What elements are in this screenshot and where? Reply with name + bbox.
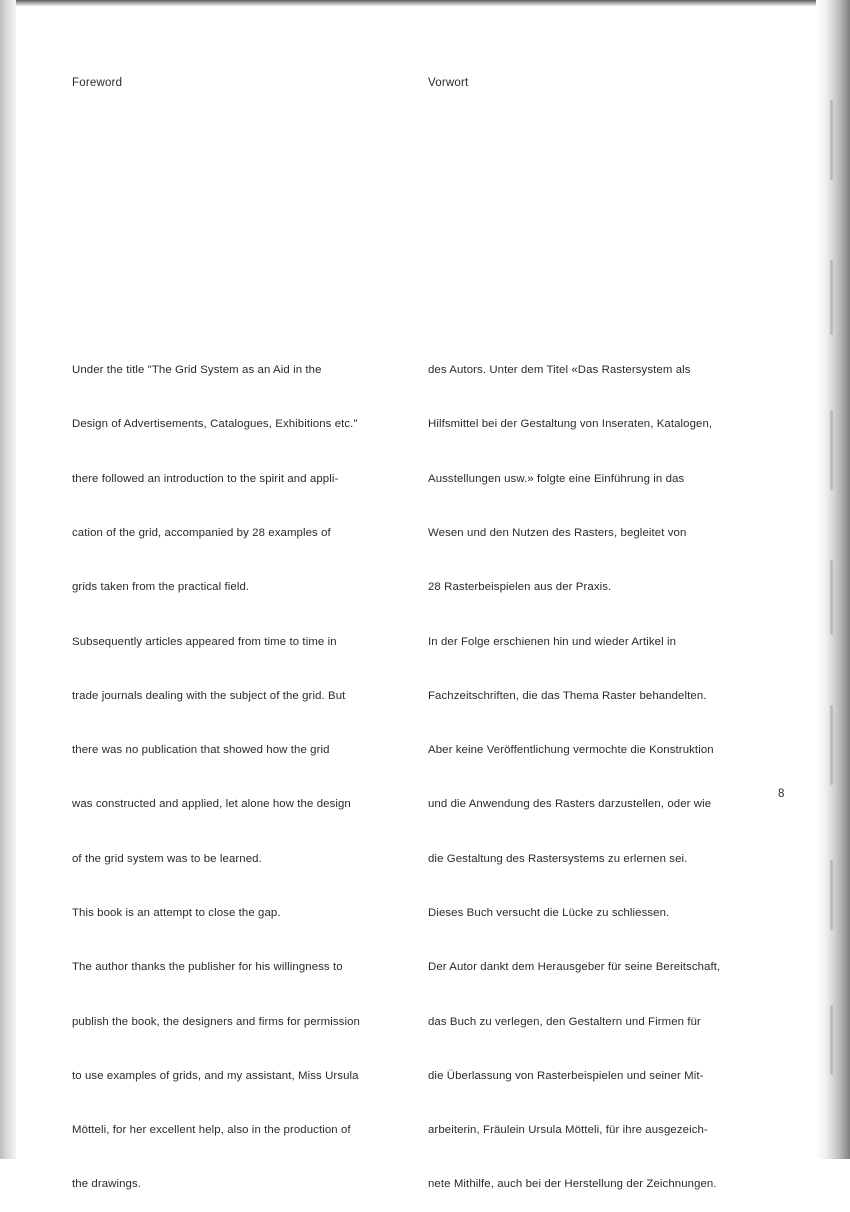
scan-left-edge: [0, 0, 16, 1159]
text-line: was constructed and applied, let alone how the design: [72, 798, 351, 811]
text-line: there was no publication that showed how the grid: [72, 744, 330, 757]
spine-stitch-mark: [830, 100, 833, 180]
book-spine-shadow: [816, 0, 850, 1159]
spine-stitch-mark: [830, 560, 833, 635]
text-line: Fachzeitschriften, die das Thema Raster behandelten.: [428, 689, 707, 702]
text-line: trade journals dealing with the subject of the grid. But: [72, 689, 346, 702]
text-line: grids taken from the practical field.: [72, 581, 250, 594]
text-line: des Autors. Unter dem Titel «Das Rastersystem als: [428, 364, 691, 377]
text-line: of the grid system was to be learned.: [72, 852, 262, 865]
text-line: Under the title "The Grid System as an Aid in the: [72, 364, 322, 377]
english-text-column: [72, 325, 417, 1212]
scan-top-edge: [0, 0, 850, 6]
text-line: to use examples of grids, and my assistant, Miss Ursula: [72, 1069, 359, 1082]
text-line: Design of Advertisements, Catalogues, Exhibitions etc.": [72, 418, 358, 431]
spine-stitch-mark: [830, 1005, 833, 1075]
text-line: Ausstellungen usw.» folgte eine Einführung in das: [428, 472, 685, 485]
text-line: 28 Rasterbeispielen aus der Praxis.: [428, 581, 612, 594]
text-line: Der Autor dankt dem Herausgeber für seine Bereitschaft,: [428, 961, 721, 974]
spine-stitch-mark: [830, 860, 833, 930]
english-heading: Foreword: [72, 77, 123, 89]
text-line: die Überlassung von Rasterbeispielen und seiner Mit-: [428, 1069, 704, 1082]
text-line: cation of the grid, accompanied by 28 examples of: [72, 527, 331, 540]
text-line: This book is an attempt to close the gap.: [72, 907, 281, 919]
text-line: the drawings.: [72, 1178, 142, 1191]
spine-stitch-mark: [830, 260, 833, 335]
text-line: publish the book, the designers and firms for permission: [72, 1015, 360, 1028]
text-line: und die Anwendung des Rasters darzustellen, oder wie: [428, 798, 712, 811]
text-line: In der Folge erschienen hin und wieder Artikel in: [428, 635, 677, 648]
text-line: arbeiterin, Fräulein Ursula Mötteli, für ihre ausgezeich-: [428, 1124, 708, 1137]
spine-stitch-mark: [830, 410, 833, 490]
page-number: 8: [778, 788, 785, 800]
spine-stitch-mark: [830, 705, 833, 785]
text-line: Hilfsmittel bei der Gestaltung von Inseraten, Katalogen,: [428, 418, 713, 431]
text-line: das Buch zu verlegen, den Gestaltern und Firmen für: [428, 1015, 701, 1028]
text-line: Subsequently articles appeared from time to time in: [72, 635, 337, 648]
german-heading: Vorwort: [428, 77, 469, 89]
text-line: there followed an introduction to the spirit and appli-: [72, 472, 339, 485]
text-line: Wesen und den Nutzen des Rasters, begleitet von: [428, 527, 687, 540]
text-line: Mötteli, for her excellent help, also in the production of: [72, 1124, 351, 1137]
text-line: nete Mithilfe, auch bei der Herstellung der Zeichnungen.: [428, 1178, 717, 1191]
text-line: Dieses Buch versucht die Lücke zu schliessen.: [428, 907, 670, 919]
text-line: die Gestaltung des Rastersystems zu erlernen sei.: [428, 852, 688, 865]
german-text-column: [428, 325, 773, 1212]
text-line: The author thanks the publisher for his willingness to: [72, 961, 343, 974]
text-line: Aber keine Veröffentlichung vermochte die Konstruktion: [428, 744, 714, 757]
